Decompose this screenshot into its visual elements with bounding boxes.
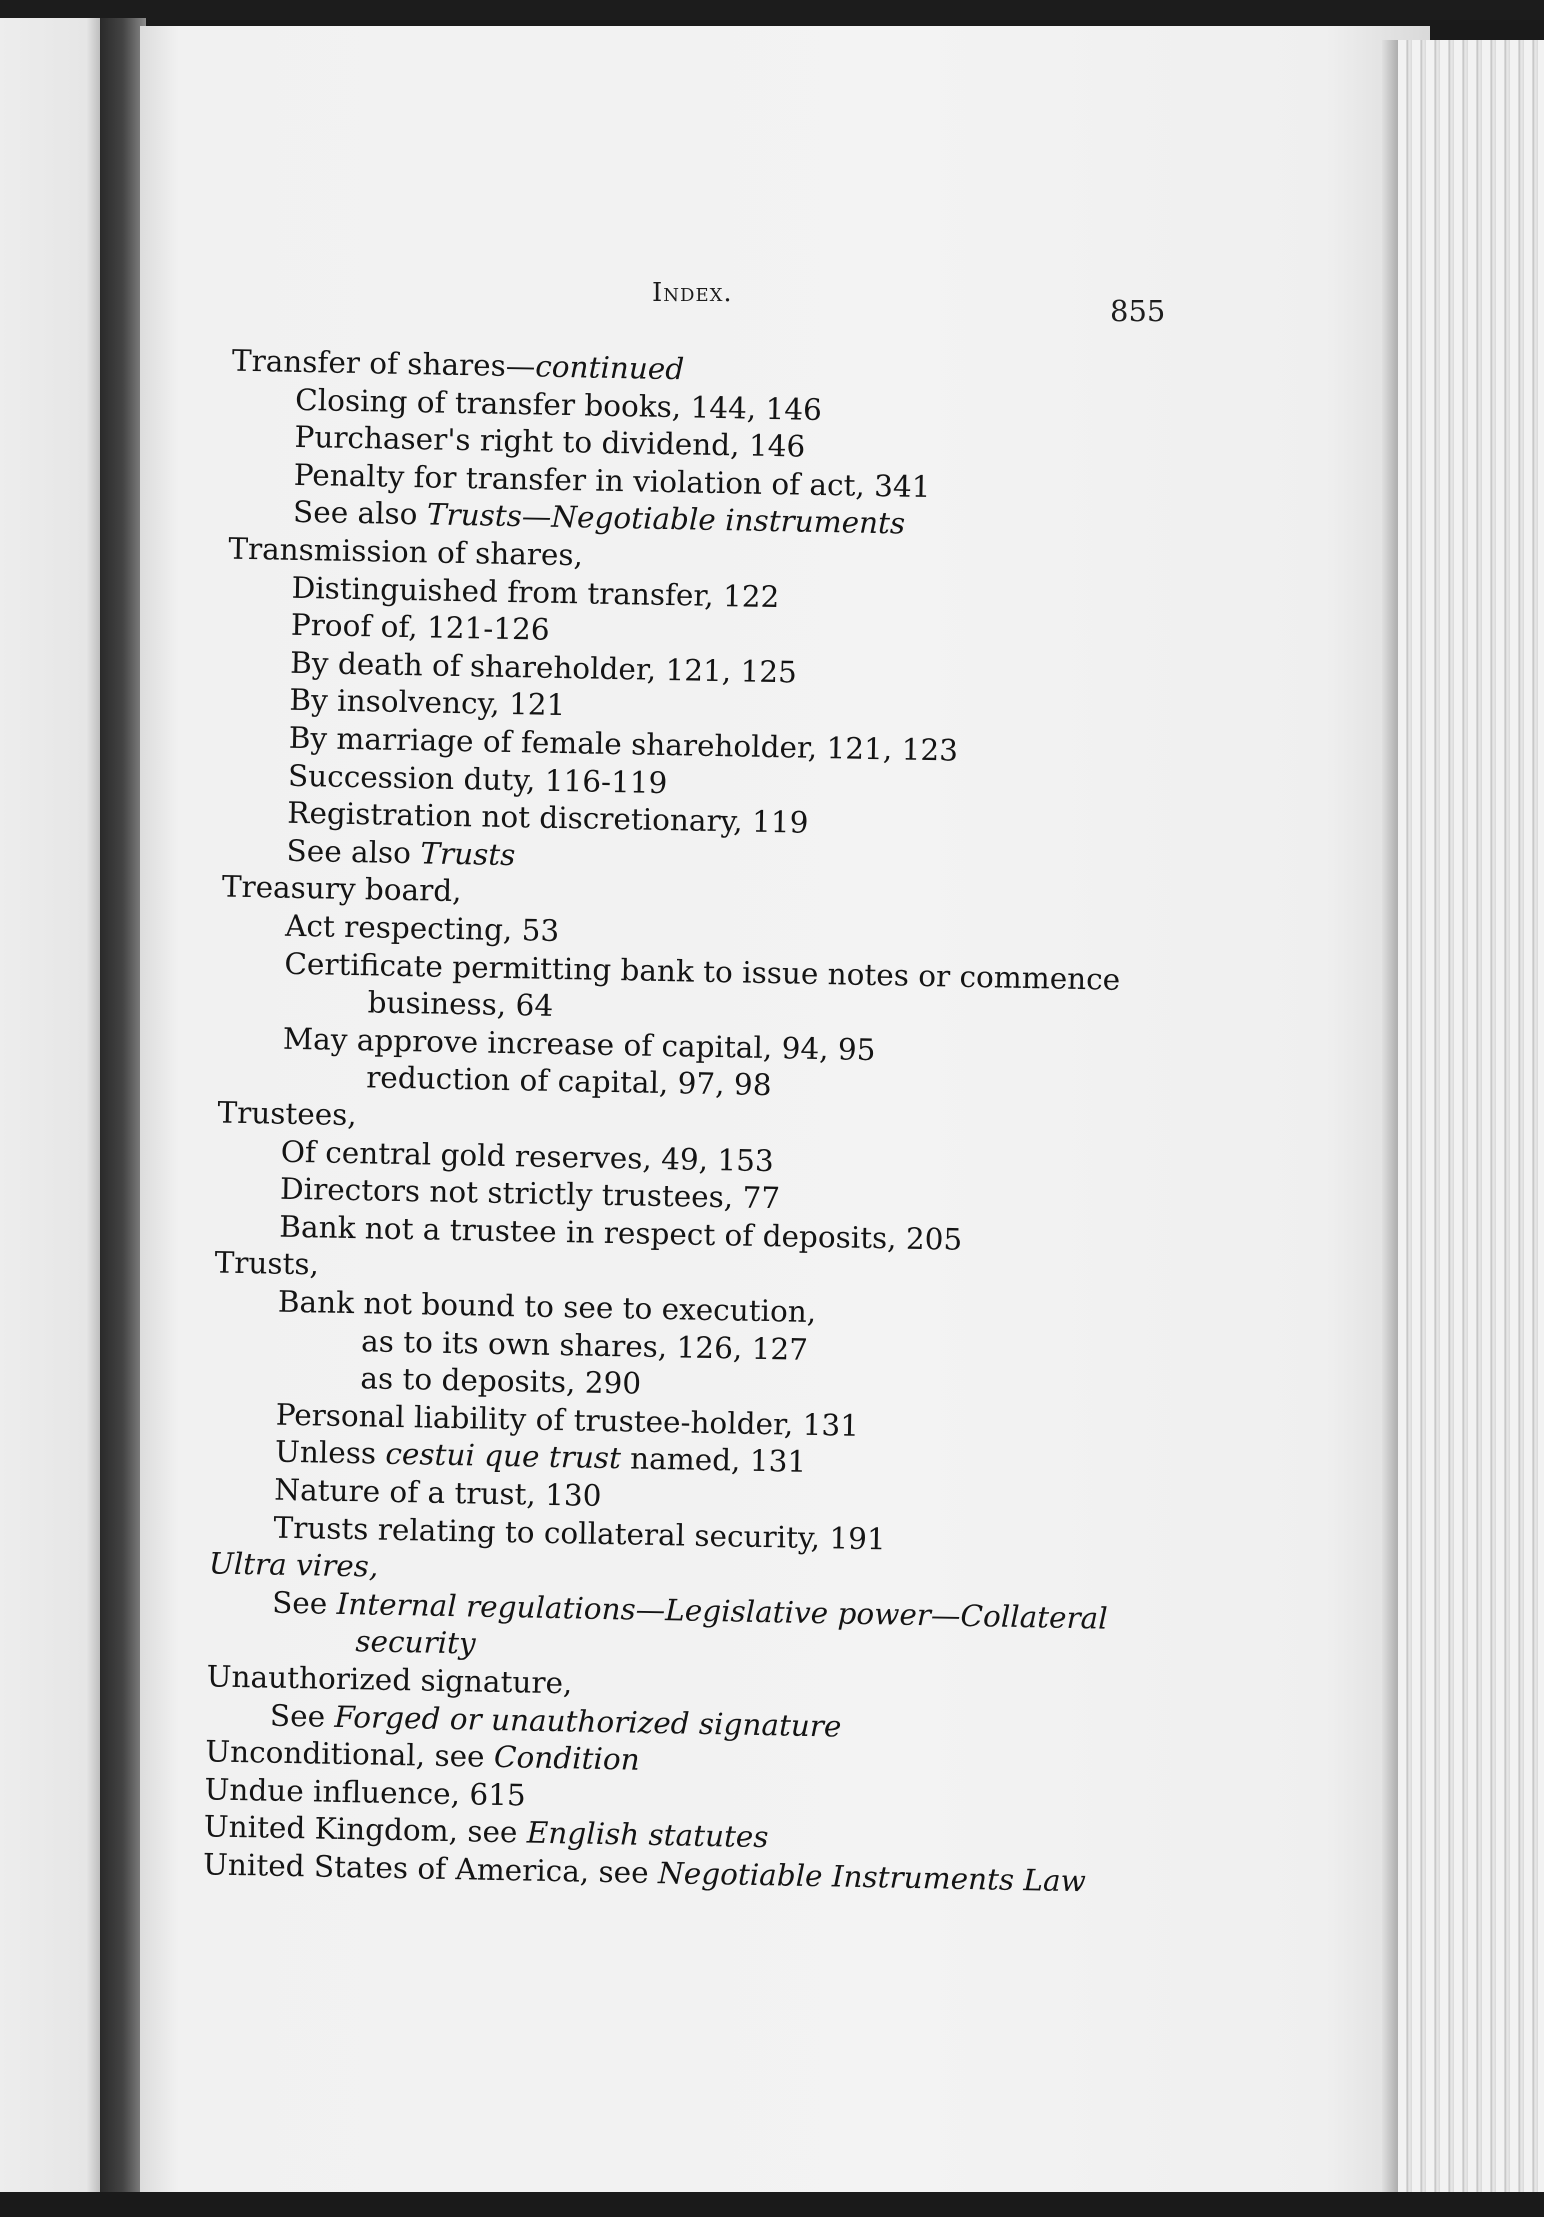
index-subentry	[355, 1624, 476, 1661]
index-subentry	[277, 1284, 817, 1330]
index-subentry	[279, 1209, 963, 1257]
entry-italic-text: cestui que trust	[385, 1437, 622, 1476]
entry-text: Directors not strictly trustees, 77	[279, 1171, 781, 1216]
index-heading	[217, 1095, 358, 1133]
index-subentry	[279, 1171, 781, 1216]
entry-text: Bank not bound to see to execution,	[277, 1284, 817, 1330]
entry-text: See also	[292, 495, 428, 532]
index-subentry	[289, 645, 798, 690]
index-heading	[206, 1659, 573, 1701]
running-header: Index.	[652, 278, 733, 308]
entry-text: Undue influence, 615	[204, 1772, 527, 1813]
index-heading	[214, 1245, 320, 1282]
entry-text: By insolvency, 121	[289, 683, 566, 723]
entry-text: Succession duty, 116-119	[287, 758, 668, 800]
entry-text: See also	[286, 833, 421, 871]
entry-text: Trustees,	[217, 1095, 358, 1133]
index-heading	[204, 1772, 527, 1813]
entry-italic-text: Internal regulations—Legislative power—Collateral	[336, 1586, 1108, 1636]
index-heading	[208, 1546, 379, 1584]
entry-text: Distinguished from transfer, 122	[291, 570, 780, 614]
entry-italic-text: Forged or unauthorized signature	[334, 1699, 842, 1744]
entry-text: Treasury board,	[221, 869, 462, 909]
entry-italic-text: Trusts—Negotiable instruments	[426, 497, 906, 541]
entry-text: Transmission of shares,	[228, 531, 584, 573]
index-heading	[221, 869, 462, 909]
index-subentry	[289, 683, 566, 723]
entry-text: United States of America, see	[202, 1847, 659, 1891]
entry-text: Bank not a trustee in respect of deposits, 205	[279, 1209, 963, 1257]
index-subentry	[291, 570, 780, 614]
entry-text: May approve increase of capital, 94, 95	[282, 1021, 876, 1067]
entry-text: Registration not discretionary, 119	[286, 795, 809, 840]
index-heading	[231, 343, 685, 387]
index-heading	[203, 1809, 769, 1855]
index-subentry	[367, 985, 554, 1024]
entry-text: Personal liability of trustee-holder, 131	[275, 1397, 860, 1443]
entry-text: Unless	[274, 1435, 386, 1472]
index-subentry	[287, 758, 668, 800]
index-subentry	[360, 1361, 642, 1401]
entry-text: as to deposits, 290	[360, 1361, 642, 1401]
entry-text: Act respecting, 53	[284, 908, 560, 948]
entry-text: Proof of, 121-126	[290, 607, 550, 647]
entry-italic-text: Negotiable Instruments Law	[657, 1856, 1087, 1899]
index-subentry	[273, 1510, 887, 1556]
entry-italic-text: Condition	[493, 1740, 640, 1777]
entry-text: Penalty for transfer in violation of act, 341	[293, 457, 931, 504]
entry-text: Unauthorized signature,	[206, 1659, 573, 1701]
index-subentry	[274, 1472, 602, 1513]
entry-text: Unconditional, see	[204, 1734, 495, 1775]
entry-italic-text: continued	[534, 349, 685, 387]
index-subentry	[290, 607, 550, 647]
entry-text: Of central gold reserves, 49, 153	[280, 1134, 775, 1178]
index-subentry	[365, 1060, 772, 1103]
index-subentry	[294, 382, 823, 427]
entry-text-after: named, 131	[620, 1441, 807, 1480]
index-subentry	[286, 833, 516, 872]
entry-text: See	[271, 1585, 337, 1621]
entry-text: reduction of capital, 97, 98	[365, 1060, 772, 1103]
index-subentry	[269, 1698, 842, 1744]
entry-italic-text: Trusts	[420, 836, 516, 872]
index-subentry	[280, 1134, 775, 1178]
entry-text: Transfer of shares—	[231, 343, 536, 384]
index-heading	[228, 531, 584, 573]
entry-text: By marriage of female shareholder, 121, 123	[288, 720, 959, 768]
index-subentry	[286, 795, 809, 840]
entry-text: as to its own shares, 126, 127	[360, 1323, 809, 1367]
index-subentry	[292, 495, 906, 541]
index-heading	[204, 1734, 640, 1777]
page-number: 855	[1110, 294, 1166, 328]
index-subentry	[274, 1435, 807, 1480]
index-subentry	[282, 1021, 876, 1067]
entry-text: Closing of transfer books, 144, 146	[294, 382, 823, 427]
index-subentry	[275, 1397, 860, 1443]
entry-text: Trusts relating to collateral security, 191	[273, 1510, 887, 1556]
entry-italic-text: English statutes	[526, 1815, 769, 1855]
entry-text: Certificate permitting bank to issue notes or commence	[284, 946, 1121, 997]
index-heading	[202, 1847, 1087, 1899]
entry-text: Purchaser's right to dividend, 146	[294, 420, 806, 464]
entry-text: United Kingdom, see	[203, 1809, 528, 1850]
entry-italic-text: Ultra vires,	[208, 1546, 379, 1584]
entry-italic-text: security	[355, 1624, 476, 1661]
entry-text: business, 64	[367, 985, 554, 1024]
index-subentry	[294, 420, 806, 464]
entry-text: Nature of a trust, 130	[274, 1472, 602, 1513]
index-subentry	[360, 1323, 809, 1367]
entry-text: Trusts,	[214, 1245, 320, 1282]
entry-text: By death of shareholder, 121, 125	[289, 645, 798, 690]
entry-text: See	[269, 1698, 335, 1734]
index-subentry	[284, 908, 560, 948]
